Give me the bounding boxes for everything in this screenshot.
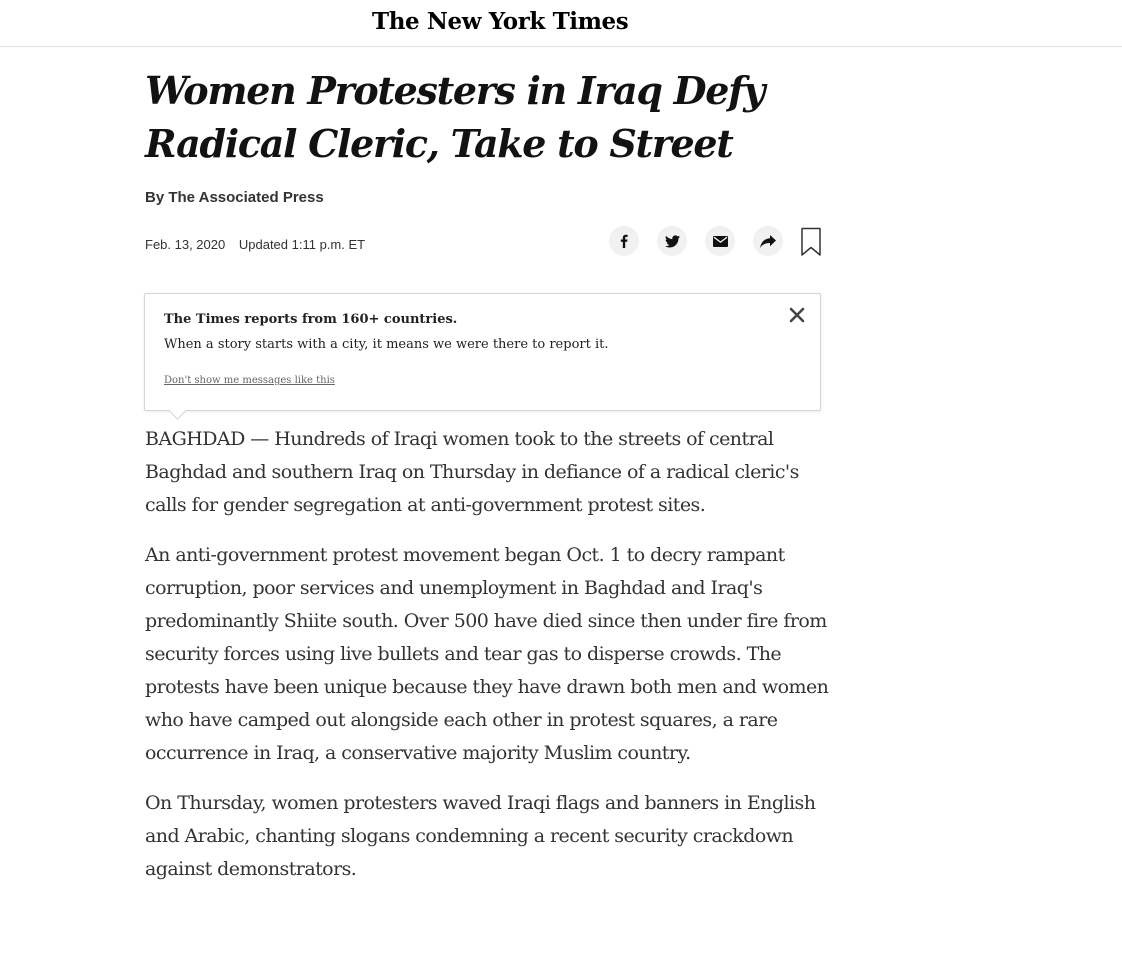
article-body <box>145 423 835 903</box>
notice-pointer <box>168 401 186 419</box>
nyt-logo[interactable]: The New York Times <box>372 8 629 35</box>
notice-title: The Times reports from 160+ countries. <box>164 312 458 327</box>
article-headline: Women Protesters in Iraq Defy Radical Cleric, Take to Street <box>145 68 764 166</box>
bookmark-icon <box>800 242 822 261</box>
article-paragraph: BAGHDAD — Hundreds of Iraqi women took to the streets of central Baghdad and southern Iraq on Thursday in defiance of a radical cleric's calls for gender segregation at anti-government protest sites. <box>145 428 799 516</box>
notice-body: When a story starts with a city, it means we were there to report it. <box>164 337 609 352</box>
twitter-share-button[interactable] <box>657 226 687 256</box>
byline: By The Associated Press <box>145 189 324 206</box>
article-paragraph: An anti-government protest movement began Oct. 1 to decry rampant corruption, poor services and unemployment in Baghdad and Iraq's predominantly Shiite south. Over 500 have died since then under fire from security forces using live bullets and tear gas to disperse crowds. The protests have been unique because they have drawn both men and women who have camped out alongside each other in protest squares, a rare occurrence in Iraq, a conservative majority Muslim country. <box>145 544 829 764</box>
dateline-notice-box <box>144 293 821 411</box>
more-share-button[interactable] <box>753 226 783 256</box>
dismiss-messages-link[interactable]: Don't show me messages like this <box>164 375 335 386</box>
share-icon <box>760 235 776 248</box>
close-notice-button[interactable] <box>788 306 806 324</box>
bookmark-button[interactable] <box>800 227 822 257</box>
dateline <box>145 237 365 252</box>
publish-date: Feb. 13, 2020 <box>145 237 226 252</box>
updated-time: Updated 1:11 p.m. ET <box>238 237 366 252</box>
email-icon <box>713 236 728 247</box>
twitter-icon <box>665 235 680 248</box>
masthead <box>0 0 1122 47</box>
email-share-button[interactable] <box>705 226 735 256</box>
facebook-icon <box>617 234 631 248</box>
facebook-share-button[interactable] <box>609 226 639 256</box>
close-icon <box>788 309 806 328</box>
article-paragraph: On Thursday, women protesters waved Iraqi flags and banners in English and Arabic, chanting slogans condemning a recent security crackdown against demonstrators. <box>145 792 816 880</box>
